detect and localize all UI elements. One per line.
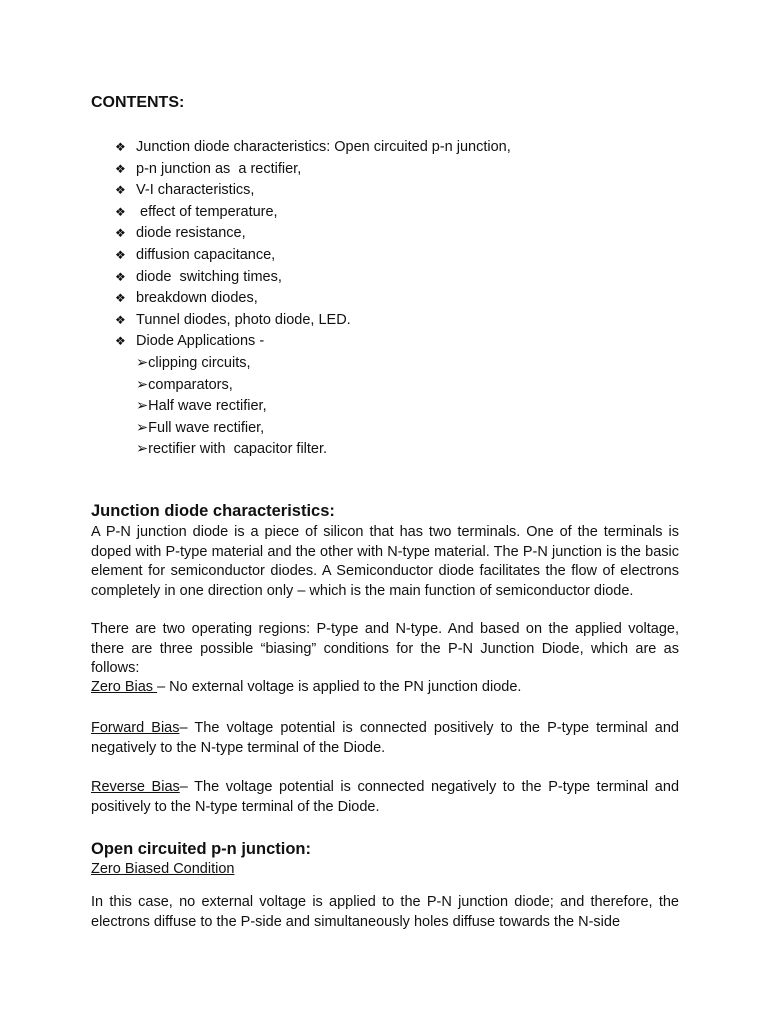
list-item-text: Diode Applications - (136, 333, 265, 350)
zero-bias-paragraph (91, 678, 679, 698)
diamond-bullet-icon: ❖ (115, 334, 126, 349)
list-item (115, 180, 511, 202)
zero-biased-subheading: Zero Biased Condition (91, 861, 235, 877)
list-item-text: Junction diode characteristics: Open circuited p-n junction, (136, 139, 511, 155)
arrow-bullet-icon: ➢ (136, 354, 149, 371)
reverse-bias-paragraph (91, 778, 679, 817)
list-item (115, 223, 511, 245)
list-item (115, 288, 511, 310)
sub-list-item-text: clipping circuits, (148, 354, 251, 371)
sub-list-item-text: comparators, (148, 376, 233, 393)
sub-list-item (115, 418, 511, 440)
forward-bias-definition: – The voltage potential is connected positively to the P-type terminal and negatively to the N-type terminal of the Diode. (91, 720, 679, 756)
list-item-text: diode resistance, (136, 225, 246, 242)
diamond-bullet-icon: ❖ (115, 226, 126, 241)
list-item-text: p-n junction as a rectifier, (136, 160, 302, 177)
list-item (115, 245, 511, 267)
list-item (115, 331, 511, 353)
list-item-text: Tunnel diodes, photo diode, LED. (136, 311, 351, 328)
list-item (115, 159, 511, 181)
open-circuit-heading: Open circuited p-n junction: (91, 840, 311, 858)
sub-list-item (115, 353, 511, 375)
sub-list-item-text: Full wave rectifier, (148, 419, 265, 436)
diamond-bullet-icon: ❖ (115, 204, 126, 219)
diamond-bullet-icon: ❖ (115, 161, 126, 176)
reverse-bias-definition: – The voltage potential is connected negatively to the P-type terminal and positively to the N-type terminal of the Diode. (91, 779, 680, 815)
arrow-bullet-icon: ➢ (136, 419, 149, 436)
list-item-text: diode switching times, (136, 268, 282, 285)
contents-title: CONTENTS: (91, 94, 185, 111)
junction-intro-paragraph: A P-N junction diode is a piece of silicon that has two terminals. One of the terminals is doped with P-type material and the other with N-type material. The P-N junction is the basic element for semiconductor diodes. A Semiconductor diode facilitates the flow of electrons completely in one direction only – which is the main function of semiconductor diode. (91, 524, 679, 599)
sub-list-item (115, 439, 511, 461)
zero-biased-paragraph: In this case, no external voltage is applied to the P-N junction diode; and therefore, the electrons diffuse to the P-side and simultaneously holes diffuse towards the N-side (91, 894, 679, 930)
list-item-text: breakdown diodes, (136, 290, 258, 307)
sub-list-item-text: Half wave rectifier, (148, 398, 267, 415)
arrow-bullet-icon: ➢ (136, 441, 149, 458)
list-item-text: diffusion capacitance, (136, 246, 276, 263)
forward-bias-term: Forward Bias (91, 720, 180, 736)
forward-bias-paragraph (91, 719, 679, 758)
diamond-bullet-icon: ❖ (115, 140, 126, 154)
list-item (115, 137, 511, 159)
list-item (115, 267, 511, 289)
diamond-bullet-icon: ❖ (115, 312, 126, 327)
junction-heading: Junction diode characteristics: (91, 502, 335, 520)
sub-list-item (115, 396, 511, 418)
arrow-bullet-icon: ➢ (136, 398, 149, 415)
sub-list-item (115, 375, 511, 397)
sub-list-item-text: rectifier with capacitor filter. (148, 441, 328, 458)
reverse-bias-term: Reverse Bias (91, 779, 180, 795)
contents-list (115, 137, 511, 461)
zero-bias-term: Zero Bias (91, 679, 158, 695)
diamond-bullet-icon: ❖ (115, 247, 126, 262)
diamond-bullet-icon: ❖ (115, 183, 126, 198)
list-item-text: effect of temperature, (136, 203, 278, 220)
list-item (115, 202, 511, 224)
list-item (115, 310, 511, 332)
list-item-text: V-I characteristics, (136, 182, 255, 199)
diamond-bullet-icon: ❖ (115, 291, 126, 306)
regions-paragraph: There are two operating regions: P-type and N-type. And based on the applied voltage, there are three possible “biasing” conditions for the P-N Junction Diode, which are as follows: (91, 621, 679, 676)
arrow-bullet-icon: ➢ (136, 376, 149, 393)
zero-bias-definition: – No external voltage is applied to the PN junction diode. (157, 679, 522, 695)
diamond-bullet-icon: ❖ (115, 269, 126, 284)
